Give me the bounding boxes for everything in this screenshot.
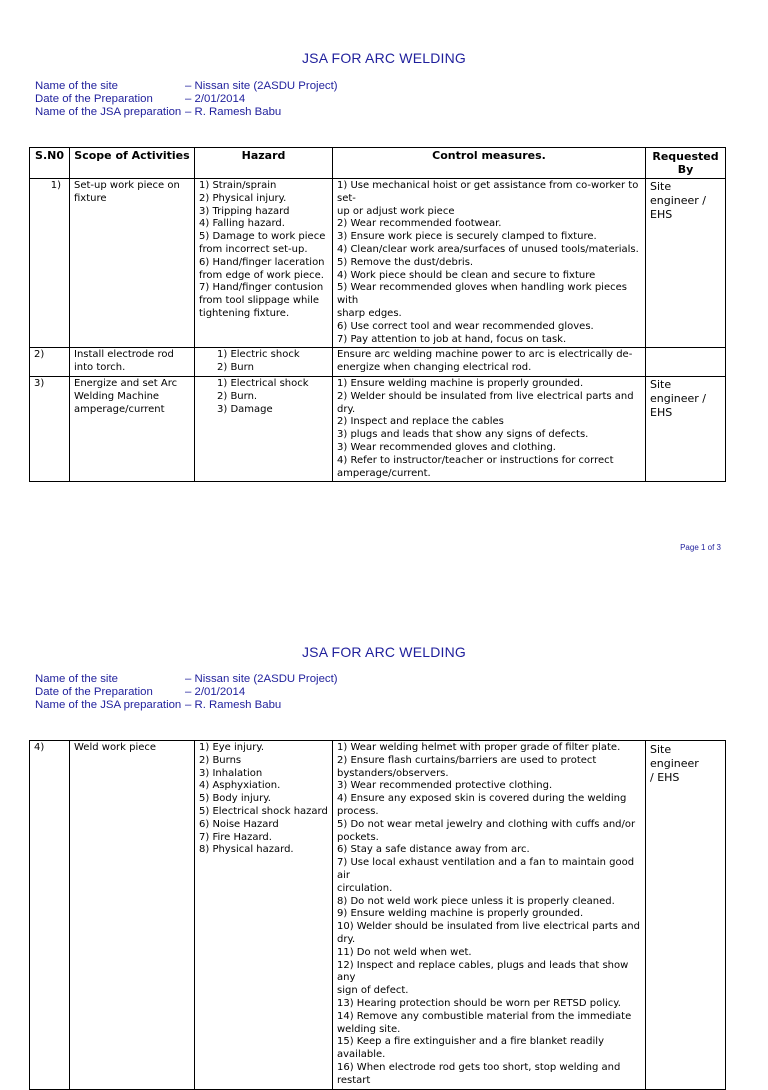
- header-requested: Requested By: [646, 148, 726, 179]
- jsa-table-page-2: [29, 740, 726, 1090]
- document-meta: [35, 673, 338, 712]
- table-row: [30, 179, 726, 348]
- table-row: [30, 376, 726, 481]
- row-sno: 4): [30, 741, 70, 1090]
- row-scope: Set-up work piece on fixture: [70, 179, 195, 348]
- page-footer: Page 1 of 3: [680, 543, 721, 552]
- page-title: JSA FOR ARC WELDING: [301, 50, 467, 66]
- row-scope: Weld work piece: [70, 741, 195, 1090]
- row-controls: 1) Wear welding helmet with proper grade of filter plate. 2) Ensure flash curtains/barriers are used to protect bystanders/observers. 3) Wear recommended protective clothing. 4) Ensure any exposed skin is covered during the welding process. 5) Do not wear metal jewelry and clothing with cuffs and/or pockets. 6) Stay a safe distance away from arc. 7) Use local exhaust ventilation and a fan to maintain good air circulation. 8) Do not weld work piece unless it is properly cleaned. 9) Ensure welding machine is properly grounded. 10) Welder should be insulated from live electrical parts and dry. 11) Do not weld when wet. 12) Inspect and replace cables, plugs and leads that show any sign of defect. 13) Hearing protection should be worn per RETSD policy. 14) Remove any combustible material from the immediate welding site. 15) Keep a fire extinguisher and a fire blanket readily available. 16) When electrode rod gets too short, stop welding and restart: [333, 741, 646, 1090]
- row-sno: 2): [30, 348, 70, 377]
- header-controls: Control measures.: [333, 148, 646, 179]
- row-controls: 1) Use mechanical hoist or get assistance from co-worker to set- up or adjust work piece 2) Wear recommended footwear. 3) Ensure work piece is securely clamped to fixture. 4) Clean/clear work area/surfaces of unused tools/materials. 5) Remove the dust/debris. 4) Work piece should be clean and secure to fixture 5) Wear recommended gloves when handling work pieces with sharp edges. 6) Use correct tool and wear recommended gloves. 7) Pay attention to job at hand, focus on task.: [333, 179, 646, 348]
- header-hazard: Hazard: [195, 148, 333, 179]
- table-row: [30, 348, 726, 377]
- document-page-2: [0, 590, 768, 1086]
- row-scope: Install electrode rod into torch.: [70, 348, 195, 377]
- row-scope: Energize and set Arc Welding Machine amperage/current: [70, 376, 195, 481]
- row-sno: 3): [30, 376, 70, 481]
- header-scope: Scope of Activities: [70, 148, 195, 179]
- meta-site: Name of the site – Nissan site (2ASDU Project): [35, 80, 338, 92]
- header-sno: S.N0: [30, 148, 70, 179]
- row-hazard: 1) Electric shock 2) Burn: [195, 348, 333, 377]
- document-meta: [35, 80, 338, 119]
- row-sno: 1): [30, 179, 70, 348]
- meta-preparer: Name of the JSA preparation – R. Ramesh Babu: [35, 106, 282, 118]
- page-title: JSA FOR ARC WELDING: [301, 644, 467, 660]
- row-requested: [646, 348, 726, 377]
- row-requested: Site engineer / EHS: [646, 376, 726, 481]
- table-header-row: [30, 148, 726, 179]
- row-requested: Site engineer / EHS: [646, 179, 726, 348]
- table-row: [30, 741, 726, 1090]
- meta-preparer: Name of the JSA preparation – R. Ramesh Babu: [35, 699, 282, 711]
- row-controls: Ensure arc welding machine power to arc is electrically de- energize when changing electrical rod.: [333, 348, 646, 377]
- meta-site: Name of the site – Nissan site (2ASDU Project): [35, 673, 338, 685]
- row-controls: 1) Ensure welding machine is properly grounded. 2) Welder should be insulated from live electrical parts and dry. 2) Inspect and replace the cables 3) plugs and leads that show any signs of defects. 3) Wear recommended gloves and clothing. 4) Refer to instructor/teacher or instructions for correct amperage/current.: [333, 376, 646, 481]
- row-hazard: 1) Electrical shock 2) Burn. 3) Damage: [195, 376, 333, 481]
- row-hazard: 1) Strain/sprain 2) Physical injury. 3) Tripping hazard 4) Falling hazard. 5) Damage to work piece from incorrect set-up. 6) Hand/finger laceration from edge of work piece. 7) Hand/finger contusion from tool slippage while tightening fixture.: [195, 179, 333, 348]
- meta-date: Date of the Preparation – 2/01/2014: [35, 686, 246, 698]
- meta-date: Date of the Preparation – 2/01/2014: [35, 93, 246, 105]
- row-hazard: 1) Eye injury. 2) Burns 3) Inhalation 4) Asphyxiation. 5) Body injury. 5) Electrical shock hazard 6) Noise Hazard 7) Fire Hazard. 8) Physical hazard.: [195, 741, 333, 1090]
- jsa-table-page-1: [29, 147, 726, 482]
- row-requested: Site engineer / EHS: [646, 741, 726, 1090]
